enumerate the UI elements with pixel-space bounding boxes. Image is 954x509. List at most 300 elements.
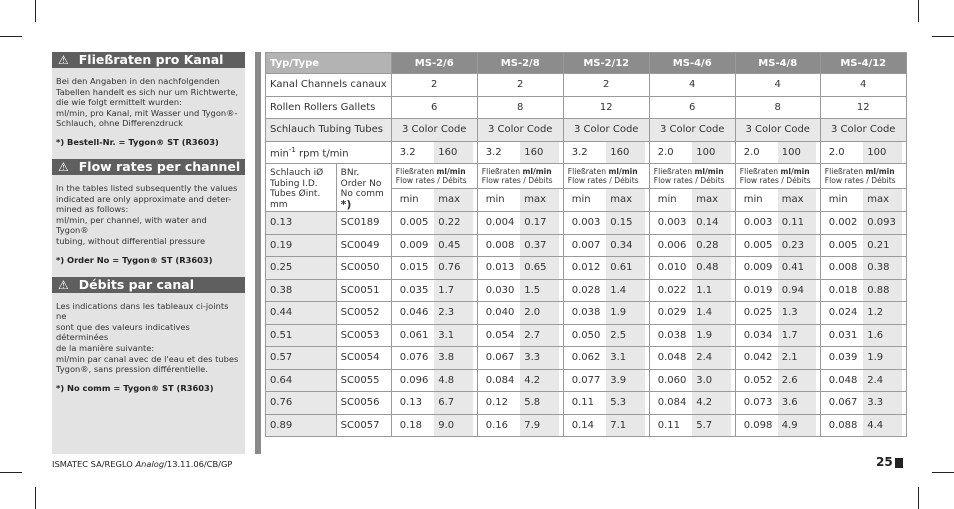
min-max-pair — [740, 189, 816, 211]
flow-range — [820, 302, 906, 325]
channels-value: 4 — [649, 74, 735, 97]
flow-max: 0.15 — [606, 212, 645, 234]
flow-max: 1.4 — [606, 280, 645, 302]
flow-min: 0.077 — [571, 374, 601, 386]
flow-pair — [482, 370, 559, 392]
subheader-row — [266, 164, 907, 189]
channels-value: 4 — [820, 74, 906, 97]
channels-value: 2 — [391, 74, 477, 97]
flow-min: 0.006 — [657, 239, 687, 251]
flow-max: 0.22 — [434, 212, 473, 234]
flow-max: 1.9 — [606, 302, 645, 324]
channels-row — [266, 74, 907, 97]
id-label-line: Tubing I.D. — [270, 178, 318, 189]
flow-range — [820, 212, 906, 235]
flow-range — [649, 347, 735, 370]
color-code: 3 Color Code — [563, 119, 649, 142]
order-no-label — [336, 164, 391, 212]
flow-rate-table — [265, 52, 907, 437]
flow-max: 1.6 — [863, 325, 902, 347]
flow-min: 0.067 — [828, 397, 858, 408]
order-number: SC0051 — [336, 279, 391, 302]
flow-range — [477, 369, 563, 392]
flow-range — [735, 392, 820, 415]
rpm-max: 160 — [606, 142, 645, 164]
flow-range — [820, 234, 906, 257]
rpm-max: 100 — [692, 142, 731, 164]
rpm-min: 3.2 — [399, 146, 416, 158]
max-label: max — [606, 189, 645, 211]
rpm-min: 3.2 — [571, 146, 588, 158]
flow-max: 3.9 — [606, 370, 645, 392]
flow-range — [391, 392, 477, 415]
flow-caption-a: Fließraten — [739, 167, 781, 177]
flow-range — [477, 212, 563, 235]
flow-max: 5.7 — [692, 415, 731, 437]
body-line: In the tables listed subsequently the values — [56, 182, 238, 193]
flow-min: 0.025 — [743, 307, 773, 318]
footer-text: /13.11.06/CB/GP — [164, 459, 233, 469]
flow-max: 1.9 — [692, 325, 731, 347]
flow-rate-caption — [820, 164, 906, 189]
flow-range — [391, 369, 477, 392]
flow-min: 0.009 — [743, 262, 773, 273]
flow-pair — [396, 347, 473, 369]
table-row — [266, 257, 907, 280]
min-max-header — [649, 189, 735, 212]
flow-range — [477, 302, 563, 325]
max-label: max — [692, 189, 731, 211]
flow-min: 0.084 — [485, 374, 515, 386]
flow-min: 0.060 — [657, 374, 687, 386]
flow-max: 4.2 — [692, 392, 731, 414]
flow-range — [820, 392, 906, 415]
flow-range — [391, 324, 477, 347]
rpm-range — [649, 141, 735, 164]
flow-min: 0.034 — [743, 329, 773, 341]
table-row — [266, 324, 907, 347]
rpm-min: 2.0 — [657, 146, 674, 158]
min-max-pair — [654, 189, 731, 211]
color-code: 3 Color Code — [391, 119, 477, 142]
rpm-label — [266, 141, 392, 164]
flow-pair — [740, 235, 816, 257]
flow-pair — [654, 392, 731, 414]
crop-mark — [35, 487, 36, 509]
rollers-value: 12 — [563, 96, 649, 119]
table-row — [266, 212, 907, 235]
rpm-max: 160 — [520, 142, 559, 164]
flow-min: 0.028 — [571, 284, 601, 296]
rpm-min: 2.0 — [743, 146, 760, 158]
flow-min: 0.13 — [399, 397, 422, 408]
flow-range — [391, 257, 477, 280]
flow-pair — [654, 302, 731, 324]
flow-range — [735, 414, 820, 437]
flow-max: 2.3 — [434, 302, 473, 324]
rpm-min: 3.2 — [485, 146, 502, 158]
flow-min: 0.005 — [743, 239, 773, 251]
flow-pair — [825, 415, 902, 437]
flow-min: 0.073 — [743, 397, 773, 408]
channels-value: 2 — [477, 74, 563, 97]
flow-pair — [482, 212, 559, 234]
flow-pair — [654, 257, 731, 279]
flow-pair — [825, 392, 902, 414]
model-header: MS-2/12 — [563, 53, 649, 74]
divider-bar — [255, 52, 261, 454]
section-title: Fließraten pro Kanal — [78, 52, 224, 67]
order-number: SC0053 — [336, 324, 391, 347]
flow-pair — [825, 257, 902, 279]
section-gap — [52, 147, 245, 159]
crop-mark — [0, 472, 22, 473]
flow-caption-b: Flow rates / Débits — [395, 176, 467, 186]
flow-rate-caption — [391, 164, 477, 189]
section-gap — [52, 265, 245, 277]
flow-min: 0.008 — [485, 239, 515, 251]
rpm-unit: min — [270, 147, 289, 159]
channels-value: 4 — [735, 74, 820, 97]
flow-pair — [568, 370, 645, 392]
flow-pair — [568, 280, 645, 302]
max-label: max — [863, 189, 902, 211]
flow-min: 0.054 — [485, 329, 515, 341]
flow-max: 4.4 — [863, 415, 902, 437]
flow-pair — [568, 415, 645, 437]
flow-min: 0.015 — [399, 262, 429, 273]
flow-range — [563, 302, 649, 325]
flow-range — [649, 392, 735, 415]
flow-min: 0.003 — [571, 217, 601, 228]
model-header: MS-4/8 — [735, 53, 820, 74]
flow-max: 3.0 — [692, 370, 731, 392]
flow-min: 0.008 — [828, 262, 858, 273]
flow-range — [649, 257, 735, 280]
flow-max: 2.4 — [692, 347, 731, 369]
flow-min: 0.046 — [399, 307, 429, 318]
body-line: indicated are only approximate and deter- — [56, 193, 232, 204]
order-note: *) Order No = Tygon® ST (R3603) — [56, 254, 213, 265]
rpm-pair — [654, 142, 731, 164]
flow-pair — [654, 235, 731, 257]
rpm-pair — [825, 142, 902, 164]
color-code: 3 Color Code — [477, 119, 563, 142]
min-label: min — [657, 194, 677, 206]
flow-pair — [654, 280, 731, 302]
flow-pair — [396, 212, 473, 234]
flow-pair — [740, 392, 816, 414]
flow-range — [735, 369, 820, 392]
max-label: max — [520, 189, 559, 211]
flow-min: 0.062 — [571, 352, 601, 363]
rollers-row — [266, 96, 907, 119]
flow-max: 0.41 — [778, 257, 816, 279]
flow-range — [477, 347, 563, 370]
color-code: 3 Color Code — [735, 119, 820, 142]
flow-max: 1.3 — [778, 302, 816, 324]
flow-pair — [654, 370, 731, 392]
rpm-range — [735, 141, 820, 164]
flow-pair — [825, 280, 902, 302]
flow-pair — [482, 235, 559, 257]
flow-min: 0.11 — [657, 419, 680, 431]
min-max-header — [820, 189, 906, 212]
flow-pair — [568, 257, 645, 279]
color-code: 3 Color Code — [820, 119, 906, 142]
min-max-header — [735, 189, 820, 212]
flow-range — [563, 392, 649, 415]
flow-pair — [568, 325, 645, 347]
flow-range — [649, 212, 735, 235]
model-header: MS-2/6 — [391, 53, 477, 74]
rpm-range — [391, 141, 477, 164]
flow-max: 3.3 — [863, 392, 902, 414]
flow-min: 0.050 — [571, 329, 601, 341]
flow-min: 0.11 — [571, 397, 594, 408]
flow-max: 0.11 — [778, 212, 816, 234]
flow-max: 0.34 — [606, 235, 645, 257]
tubing-id: 0.51 — [266, 324, 337, 347]
order-number: SC0055 — [336, 369, 391, 392]
flow-min: 0.029 — [657, 307, 687, 318]
rollers-value: 6 — [649, 96, 735, 119]
flow-max: 1.7 — [434, 280, 473, 302]
rpm-max: 100 — [863, 142, 902, 164]
flow-range — [477, 324, 563, 347]
flow-max: 3.1 — [434, 325, 473, 347]
flow-pair — [825, 302, 902, 324]
page-marker — [895, 458, 903, 468]
flow-min: 0.14 — [571, 419, 594, 431]
model-header: MS-4/6 — [649, 53, 735, 74]
flow-caption-b: Flow rates / Débits — [567, 176, 639, 186]
tubing-id: 0.38 — [266, 279, 337, 302]
min-label: min — [743, 194, 763, 206]
flow-max: 2.4 — [863, 370, 902, 392]
flow-min: 0.005 — [828, 239, 858, 251]
flow-caption-a: Fließraten — [395, 167, 437, 177]
rpm-range — [820, 141, 906, 164]
flow-max: 4.8 — [434, 370, 473, 392]
footer-imprint — [52, 459, 232, 469]
flow-pair — [482, 302, 559, 324]
flow-caption-unit: ml/min — [522, 167, 552, 177]
rpm-range — [477, 141, 563, 164]
flow-pair — [568, 235, 645, 257]
crop-mark — [918, 487, 919, 509]
table-row — [266, 279, 907, 302]
min-label: min — [828, 194, 848, 206]
flow-min: 0.024 — [828, 307, 858, 318]
flow-min: 0.038 — [571, 307, 601, 318]
min-label: min — [485, 194, 505, 206]
flow-pair — [654, 415, 731, 437]
flow-range — [820, 414, 906, 437]
rollers-value: 8 — [477, 96, 563, 119]
flow-pair — [825, 235, 902, 257]
flow-range — [563, 414, 649, 437]
flow-min: 0.003 — [657, 217, 687, 228]
order-number: SC0057 — [336, 414, 391, 437]
min-max-header — [477, 189, 563, 212]
flow-min: 0.005 — [399, 217, 429, 228]
order-label-line: BNr. — [340, 168, 360, 178]
rpm-pair — [482, 142, 559, 164]
flow-pair — [482, 392, 559, 414]
order-label-line: No comm — [340, 189, 384, 199]
flow-max: 0.17 — [520, 212, 559, 234]
flow-range — [735, 212, 820, 235]
tubing-id: 0.25 — [266, 257, 337, 280]
flow-caption-b: Flow rates / Débits — [653, 176, 725, 186]
flow-max: 0.093 — [863, 212, 902, 234]
flow-caption-unit: ml/min — [694, 167, 724, 177]
flow-range — [477, 279, 563, 302]
table-row — [266, 414, 907, 437]
flow-min: 0.022 — [657, 284, 687, 296]
table-row — [266, 347, 907, 370]
flow-pair — [482, 347, 559, 369]
id-label-line: Schlauch iØ — [270, 168, 324, 178]
flow-caption-unit: ml/min — [608, 167, 638, 177]
rpm-unit: rpm t/min — [295, 147, 349, 159]
order-number: SC0054 — [336, 347, 391, 370]
flow-rate-caption — [735, 164, 820, 189]
flow-min: 0.18 — [399, 419, 422, 431]
flow-min: 0.067 — [485, 352, 515, 363]
body-line: tubing, without differential pressure — [56, 235, 206, 246]
body-line: sont que des valeurs indicatives déterminées — [56, 321, 190, 343]
flow-min: 0.16 — [485, 419, 508, 431]
flow-range — [735, 347, 820, 370]
flow-max: 4.2 — [520, 370, 559, 392]
body-line: mined as follows: — [56, 204, 129, 215]
tubing-id: 0.89 — [266, 414, 337, 437]
min-max-pair — [482, 189, 559, 211]
flow-max: 0.65 — [520, 257, 559, 279]
flow-pair — [482, 325, 559, 347]
sidebar — [52, 52, 245, 454]
section-title: Débits par canal — [78, 276, 194, 292]
flow-max: 0.28 — [692, 235, 731, 257]
min-label: min — [399, 194, 419, 206]
flow-max: 0.37 — [520, 235, 559, 257]
flow-max: 0.76 — [434, 257, 473, 279]
tubing-label: Schlauch Tubing Tubes — [266, 119, 392, 142]
header-row — [266, 53, 907, 74]
order-label-line: Order No — [340, 178, 382, 189]
flow-rate-caption — [563, 164, 649, 189]
flow-min: 0.013 — [485, 262, 515, 273]
table-row — [266, 392, 907, 415]
footer-text: ISMATEC SA/REGLO — [52, 459, 136, 469]
tubing-row — [266, 119, 907, 142]
flow-max: 0.38 — [863, 257, 902, 279]
order-number: SC0189 — [336, 212, 391, 235]
flow-max: 1.9 — [863, 347, 902, 369]
flow-max: 4.9 — [778, 415, 816, 437]
tubing-id-label — [266, 164, 337, 212]
max-label: max — [778, 189, 816, 211]
flow-range — [477, 414, 563, 437]
flow-max: 2.1 — [778, 347, 816, 369]
flow-range — [477, 392, 563, 415]
flow-range — [735, 234, 820, 257]
flow-min: 0.007 — [571, 239, 601, 251]
rpm-pair — [568, 142, 645, 164]
flow-max: 7.9 — [520, 415, 559, 437]
flow-pair — [396, 325, 473, 347]
flow-min: 0.052 — [743, 374, 773, 386]
flow-max: 1.7 — [778, 325, 816, 347]
flow-range — [649, 369, 735, 392]
flow-min: 0.038 — [657, 329, 687, 341]
flow-caption-b: Flow rates / Débits — [739, 176, 811, 186]
flow-max: 0.61 — [606, 257, 645, 279]
min-max-pair — [396, 189, 473, 211]
flow-range — [820, 324, 906, 347]
flow-range — [649, 234, 735, 257]
model-header: MS-4/12 — [820, 53, 906, 74]
flow-range — [391, 212, 477, 235]
flow-range — [820, 257, 906, 280]
section-heading — [52, 159, 245, 175]
section-title: Flow rates per channel — [78, 158, 241, 174]
flow-max: 0.14 — [692, 212, 731, 234]
tubing-id: 0.13 — [266, 212, 337, 235]
rpm-range — [563, 141, 649, 164]
crop-mark — [918, 0, 919, 22]
rpm-pair — [740, 142, 816, 164]
flow-min: 0.002 — [828, 217, 858, 228]
flow-max: 7.1 — [606, 415, 645, 437]
flow-pair — [396, 280, 473, 302]
flow-max: 0.94 — [778, 280, 816, 302]
crop-mark — [932, 36, 954, 37]
section-heading — [52, 277, 245, 293]
flow-min: 0.048 — [828, 374, 858, 386]
tubing-id: 0.44 — [266, 302, 337, 325]
min-max-header — [563, 189, 649, 212]
flow-min: 0.042 — [743, 352, 773, 363]
section-heading — [52, 52, 245, 68]
flow-range — [735, 302, 820, 325]
flow-min: 0.048 — [657, 352, 687, 363]
flow-range — [563, 324, 649, 347]
flow-caption-a: Fließraten — [567, 167, 609, 177]
flow-min: 0.030 — [485, 284, 515, 296]
body-line: Schlauch, ohne Differenzdruck — [56, 118, 183, 129]
flow-pair — [482, 415, 559, 437]
rollers-value: 12 — [820, 96, 906, 119]
flow-caption-b: Flow rates / Débits — [481, 176, 553, 186]
flow-min: 0.003 — [743, 217, 773, 228]
flow-range — [563, 279, 649, 302]
order-number: SC0050 — [336, 257, 391, 280]
body-line: ml/min par canal avec de l'eau et des tubes — [56, 353, 239, 364]
warning-icon: ⚠ — [58, 53, 69, 67]
id-label-line: Tubes Øint. — [270, 189, 321, 199]
order-star: *) — [340, 197, 352, 211]
rpm-row — [266, 141, 907, 164]
flow-rate-caption — [477, 164, 563, 189]
flow-pair — [568, 302, 645, 324]
type-label: Typ/Type — [266, 53, 392, 74]
flow-min: 0.061 — [399, 329, 429, 341]
order-number: SC0052 — [336, 302, 391, 325]
flow-range — [820, 369, 906, 392]
